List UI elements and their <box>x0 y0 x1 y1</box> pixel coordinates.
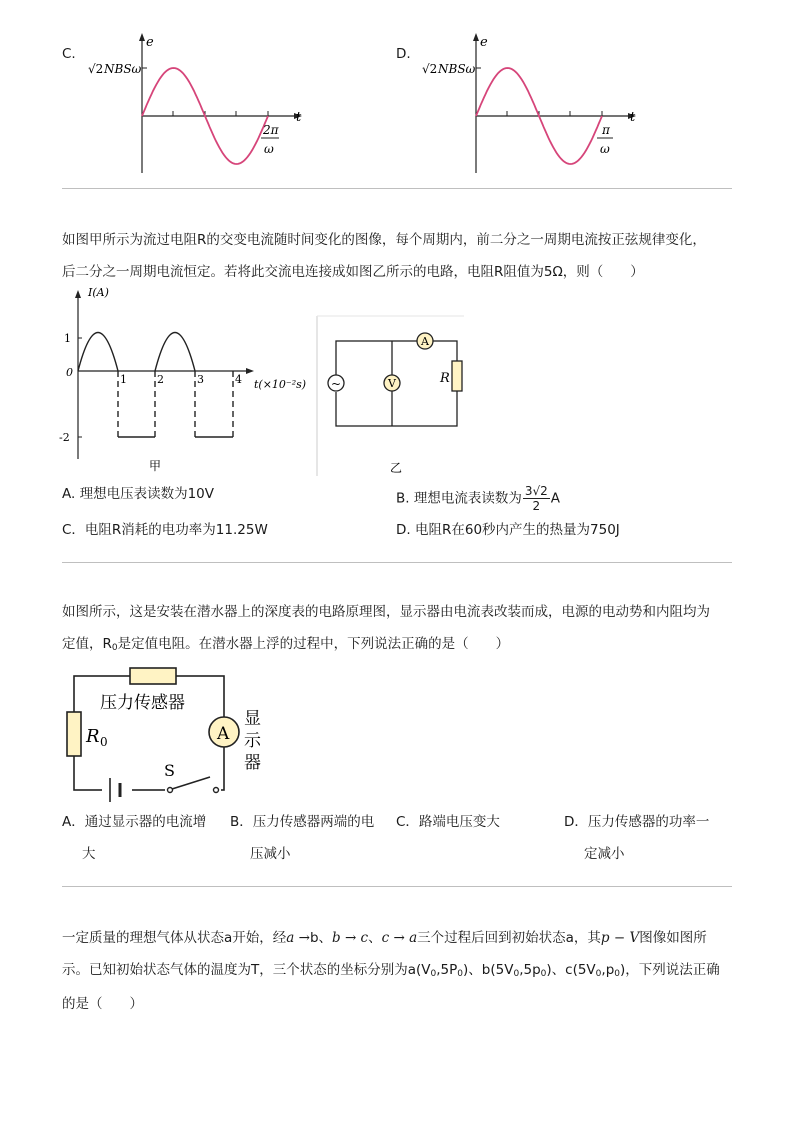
q1-figure-jia <box>58 284 308 476</box>
jia-x-tick-4: 4 <box>235 373 242 386</box>
option-c-x-label: t <box>296 110 302 125</box>
jia-x-tick-3: 3 <box>197 373 204 386</box>
jia-tick-1: 1 <box>64 332 71 345</box>
pressure-sensor-icon <box>130 668 176 684</box>
option-c-amp-text: NBSω <box>104 62 142 76</box>
option-c-amp-root: √2 <box>88 62 104 76</box>
divider <box>62 886 732 887</box>
option-d-x-label: t <box>630 110 636 125</box>
q1-stem-line1: 如图甲所示为流过电阻R的交变电流随时间变化的图像，每个周期内，前二分之一周期电流按正弦规律变化， <box>62 232 706 248</box>
jia-caption: 甲 <box>149 459 162 473</box>
q2-option-b-line2: 压减小 <box>250 846 291 862</box>
jia-tick-neg2: -2 <box>59 431 70 444</box>
jia-t-label: t(×10⁻²s) <box>254 378 307 391</box>
option-d-tick-num: π <box>602 123 610 137</box>
resistor-icon <box>452 361 462 391</box>
q2-stem-line1: 如图所示，这是安装在潜水器上的深度表的电路原理图，显示器由电流表改装而成，电源的电动势和内阻均为 <box>62 604 710 620</box>
resistor-label: R <box>440 371 450 386</box>
divider <box>62 188 732 189</box>
q2-ammeter-label: A <box>217 724 230 744</box>
q2-option-b-line1: B．压力传感器两端的电 <box>230 814 375 830</box>
pressure-sensor-label: 压力传感器 <box>100 693 185 713</box>
option-d-graph <box>414 30 654 180</box>
q2-option-a-line2: 大 <box>82 846 96 862</box>
option-d-letter: D. <box>396 46 411 62</box>
jia-sine-half-1 <box>78 333 118 372</box>
q1-option-b-num: 3√2 <box>524 484 548 498</box>
voltmeter-label: V <box>388 377 396 390</box>
ammeter-label: A <box>421 335 429 348</box>
q1-option-b-prefix: B. 理想电流表读数为 <box>396 490 522 507</box>
divider <box>62 562 732 563</box>
option-d-y-label: e <box>480 35 488 50</box>
r0-sub: 0 <box>100 735 108 749</box>
q3-stem-line3: 的是（ ） <box>62 996 143 1012</box>
option-d-tick-den: ω <box>600 142 610 156</box>
q1-option-b-fraction <box>523 484 550 513</box>
jia-x-tick-1: 1 <box>120 373 127 386</box>
option-d-amp-root: √2 <box>422 62 438 76</box>
ac-source-symbol: ~ <box>331 377 342 391</box>
display-label-1: 显 <box>244 709 261 729</box>
q2-option-d-line2: 定减小 <box>584 846 625 862</box>
r0-label: R <box>86 726 100 747</box>
q1-stem-line2: 后二分之一周期电流恒定。若将此交流电连接成如图乙所示的电路，电阻R阻值为5Ω，则（ ） <box>62 264 644 280</box>
option-c-y-label: e <box>146 35 154 50</box>
q1-option-b <box>396 484 560 513</box>
option-c-graph <box>80 30 320 180</box>
q2-option-a-line1: A．通过显示器的电流增 <box>62 814 207 830</box>
r0-resistor-icon <box>67 712 81 756</box>
jia-y-label: I(A) <box>88 286 109 299</box>
yi-caption: 乙 <box>390 461 403 475</box>
display-label-3: 器 <box>244 753 261 773</box>
q1-figure-yi <box>314 314 470 478</box>
q1-option-b-unit: A <box>550 490 561 507</box>
display-label-2: 示 <box>244 731 261 751</box>
option-d-amp-text: NBSω <box>438 62 476 76</box>
switch-label: S <box>164 761 175 780</box>
option-c-tick-den: ω <box>264 142 274 156</box>
jia-sine-half-2 <box>155 333 195 372</box>
q1-option-d: D. 电阻R在60秒内产生的热量为750J <box>396 522 620 538</box>
q1-option-c: C．电阻R消耗的电功率为11.25W <box>62 522 268 538</box>
jia-x-tick-2: 2 <box>157 373 164 386</box>
q2-option-c: C．路端电压变大 <box>396 814 500 830</box>
option-c-letter: C. <box>62 46 76 62</box>
q2-circuit-figure <box>60 664 280 804</box>
q1-option-a: A. 理想电压表读数为10V <box>62 486 214 502</box>
option-c-tick-num: 2π <box>263 123 279 137</box>
q2-stem-line2: 定值，$R_0$是定值电阻。在潜水器上浮的过程中，下列说法正确的是（ ） <box>62 636 510 653</box>
q3-stem-line2: 示。已知初始状态气体的温度为T，三个状态的坐标分别为$a(V_0,5P_0)$、$b(5V_0,5p_0)$、$c(5V_0,p_0)$，下列说法正确 <box>62 962 720 979</box>
q3-stem-line1: 一定质量的理想气体从状态a开始，经a →b、b → c、c → a三个过程后回到初始状态a，其p − V图像如图所 <box>62 930 707 946</box>
q1-option-b-den: 2 <box>532 499 541 513</box>
jia-tick-0: 0 <box>66 366 73 379</box>
q2-option-d-line1: D．压力传感器的功率一 <box>564 814 710 830</box>
